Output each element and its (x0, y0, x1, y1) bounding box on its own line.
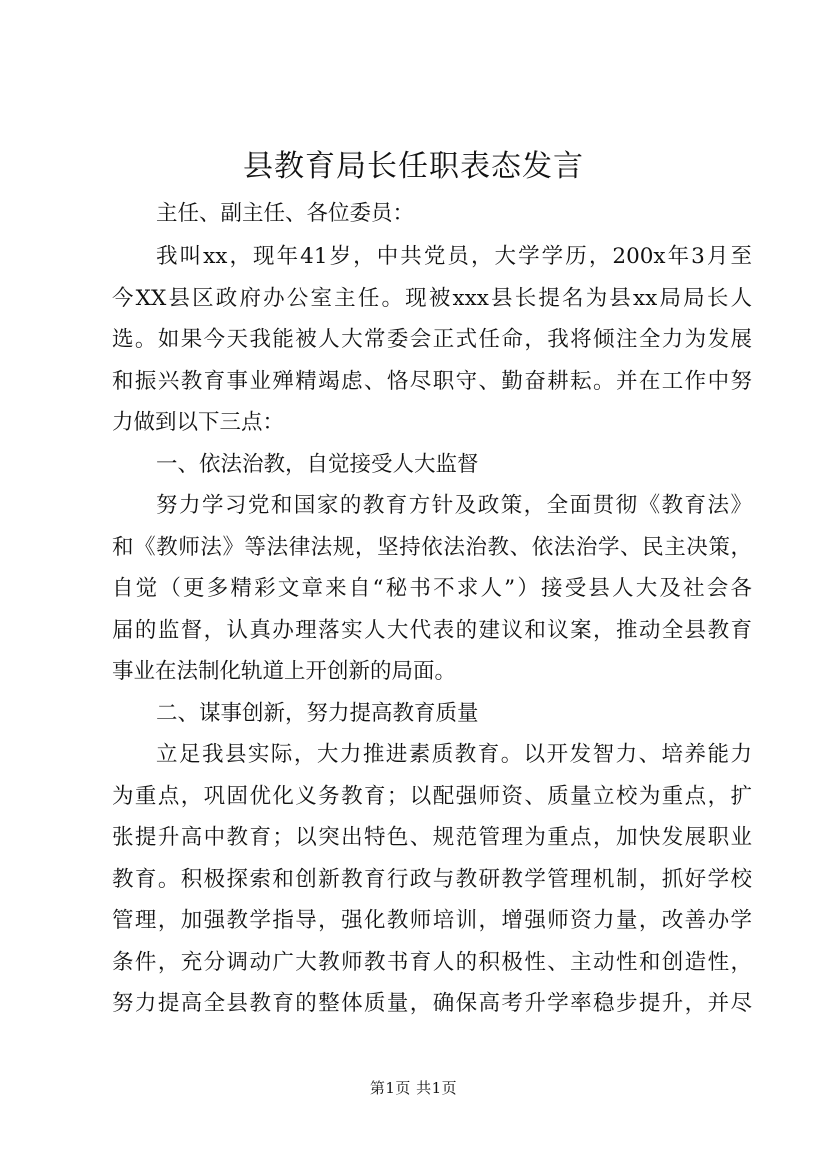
paragraph-line: 条件，充分调动广大教师教书育人的积极性、主动性和创造性， (112, 950, 752, 975)
paragraph-line: 事业在法制化轨道上开创新的局面。 (112, 659, 457, 684)
paragraph-line: 和振兴教育事业殚精竭虑、恪尽职守、勤奋耕耘。并在工作中努 (112, 369, 752, 394)
paragraph-line: 届的监督，认真办理落实人大代表的建议和议案，推动全县教育 (112, 618, 752, 643)
salutation: 主任、副主任、各位委员： (156, 201, 415, 226)
paragraph-line: 和《教师法》等法律法规，坚持依法治教、依法治学、民主决策， (112, 535, 752, 560)
section-heading: 一、依法治教，自觉接受人大监督 (156, 452, 479, 477)
document-title: 县教育局长任职表态发言 (243, 149, 584, 184)
paragraph-line: 今XX县区政府办公室主任。现被xxx县长提名为县xx局局长人 (112, 286, 752, 311)
paragraph-line: 张提升高中教育；以突出特色、规范管理为重点，加快发展职业 (112, 825, 752, 850)
paragraph-line: 管理，加强教学指导，强化教师培训，增强师资力量，改善办学 (112, 908, 752, 933)
paragraph-line: 自觉（更多精彩文章来自“秘书不求人”）接受县人大及社会各 (112, 576, 752, 601)
paragraph-line: 为重点，巩固优化义务教育；以配强师资、质量立校为重点，扩 (112, 784, 752, 809)
section-heading: 二、谋事创新，努力提高教育质量 (156, 701, 479, 726)
paragraph-line: 努力学习党和国家的教育方针及政策，全面贯彻《教育法》 (156, 493, 752, 518)
page-footer: 第1页 共1页 (369, 1079, 458, 1097)
paragraph-line: 立足我县实际，大力推进素质教育。以开发智力、培养能力 (156, 742, 752, 767)
paragraph-line: 教育。积极探索和创新教育行政与教研教学管理机制，抓好学校 (112, 867, 752, 892)
paragraph-line: 我叫xx，现年41岁，中共党员，大学学历，200x年3月至 (156, 244, 752, 269)
paragraph-line: 努力提高全县教育的整体质量，确保高考升学率稳步提升，并尽 (112, 991, 752, 1016)
paragraph-line: 选。如果今天我能被人大常委会正式任命，我将倾注全力为发展 (112, 327, 752, 352)
paragraph-line: 力做到以下三点： (112, 410, 285, 435)
